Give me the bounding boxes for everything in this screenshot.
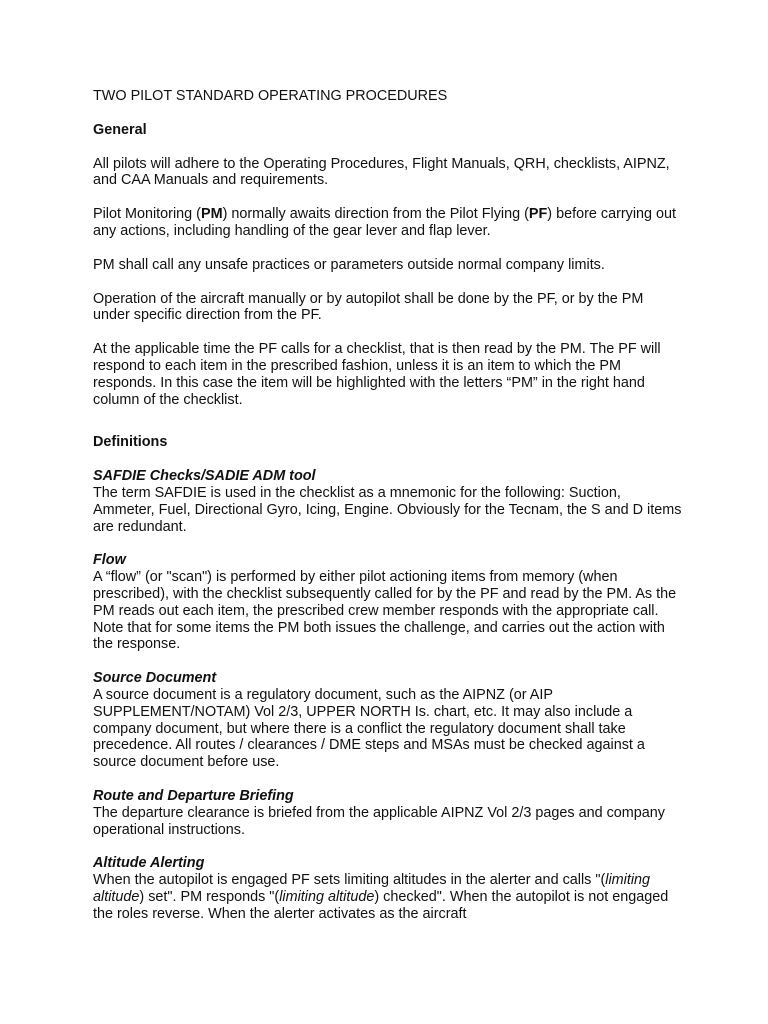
altitude-text-a: When the autopilot is engaged PF sets limiting altitudes in the alerter and calls "( — [93, 872, 606, 889]
general-p2-pm: PM — [200, 206, 223, 223]
general-p2-text-e: ) before carrying out any actions, including handling of the gear lever and flap lever. — [93, 206, 677, 239]
general-heading: General — [93, 121, 147, 138]
general-paragraph-1: All pilots will adhere to the Operating Procedures, Flight Manuals, QRH, checklists, AIPNZ, and CAA Manuals and requirements. — [93, 155, 670, 189]
altitude-alerting-term: Altitude Alerting — [93, 855, 205, 872]
route-briefing-body: The departure clearance is briefed from the applicable AIPNZ Vol 2/3 pages and company operational instructions. — [93, 804, 665, 838]
safdie-body: The term SAFDIE is used in the checklist as a mnemonic for the following: Suction, Ammeter, Fuel, Directional Gyro, Icing, Engine. Obviously for the Tecnam, the S and D items are redundant. — [93, 484, 682, 535]
route-briefing-term: Route and Departure Briefing — [93, 787, 294, 804]
flow-body: A “flow” (or "scan") is performed by either pilot actioning items from memory (when prescribed), with the checklist subsequently called for by the PF and read by the PM. As the PM reads out each item, the prescribed crew member responds with the appropriate call. Note that for some items the PM both issues the challenge, and carries out the action with the response. — [93, 569, 677, 653]
flow-term: Flow — [93, 552, 126, 569]
general-p2-text-c: ) normally awaits direction from the Pilot Flying ( — [222, 206, 529, 223]
general-paragraph-3: PM shall call any unsafe practices or parameters outside normal company limits. — [93, 256, 605, 273]
safdie-term: SAFDIE Checks/SADIE ADM tool — [93, 468, 316, 485]
general-p2-text-a: Pilot Monitoring ( — [93, 206, 201, 223]
altitude-alerting-body — [93, 872, 683, 922]
general-p2-pf: PF — [528, 206, 548, 223]
altitude-italic-1: limiting altitude — [93, 872, 651, 905]
source-document-term: Source Document — [93, 670, 217, 687]
altitude-text-c: ) set". PM responds "( — [139, 888, 280, 905]
altitude-text-e: ) checked". When the autopilot is not engaged the roles reverse. When the alerter activates as the aircraft — [93, 888, 669, 922]
general-paragraph-5: At the applicable time the PF calls for a checklist, that is then read by the PM. The PF will respond to each item in the prescribed fashion, unless it is an item to which the PM responds. In this case the item will be highlighted with the letters “PM” in the right hand column of the checklist. — [93, 341, 661, 408]
source-document-body: A source document is a regulatory document, such as the AIPNZ (or AIP SUPPLEMENT/NOTAM) Vol 2/3, UPPER NORTH Is. chart, etc. It may also include a company document, but where there is a conflict the regulatory document shall take precedence. All routes / clearances / DME steps and MSAs must be checked against a source document before use. — [93, 686, 645, 771]
general-paragraph-2 — [93, 206, 683, 240]
document-page — [93, 88, 683, 939]
document-title: TWO PILOT STANDARD OPERATING PROCEDURES — [93, 88, 448, 104]
definitions-heading: Definitions — [93, 434, 168, 451]
altitude-italic-2: limiting altitude — [279, 888, 375, 905]
general-paragraph-4: Operation of the aircraft manually or by autopilot shall be done by the PF, or by the PM under specific direction from the PF. — [93, 290, 644, 324]
